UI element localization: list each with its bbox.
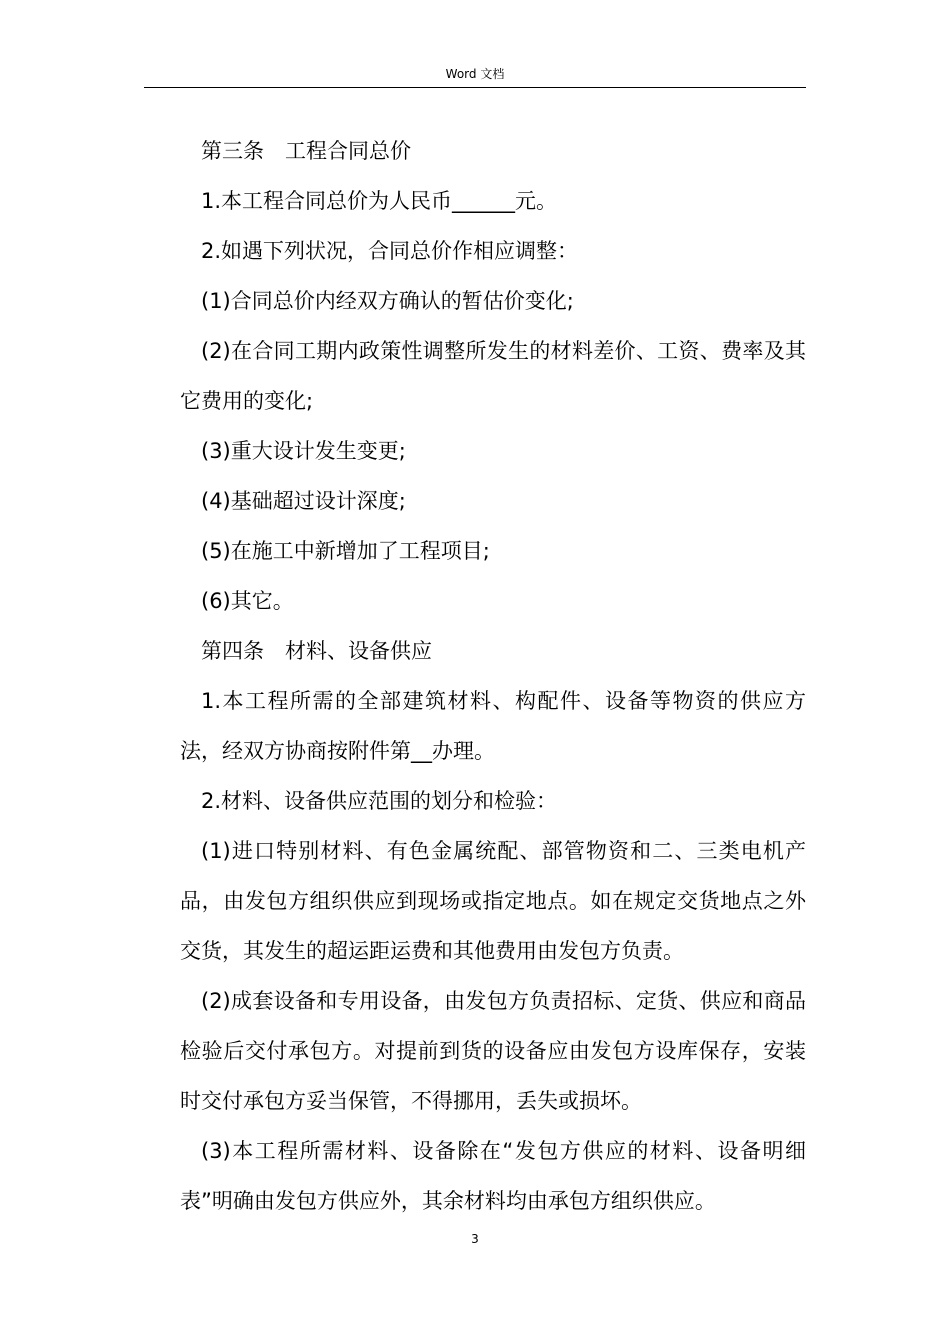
- paragraph: 1.本工程合同总价为人民币______元。: [201, 189, 558, 213]
- article-4-heading: 第四条 材料、设备供应: [201, 639, 432, 663]
- document-body: [180, 126, 806, 1226]
- list-item: (5)在施工中新增加了工程项目;: [201, 539, 490, 563]
- page-number: 3: [471, 1232, 479, 1246]
- list-item: (1)进口特别材料、有色金属统配、部管物资和二、三类电机产品，由发包方组织供应到现场或指定地点。如在规定交货地点之外交货，其发生的超运距运费和其他费用由发包方负责。: [180, 839, 806, 963]
- page-header: Word 文档: [445, 67, 505, 81]
- list-item: (3)重大设计发生变更;: [201, 439, 406, 463]
- paragraph: 2.如遇下列状况，合同总价作相应调整：: [201, 239, 579, 263]
- paragraph: 1.本工程所需的全部建筑材料、构配件、设备等物资的供应方法，经双方协商按附件第__办理。: [180, 689, 806, 763]
- header-divider: [144, 87, 806, 88]
- list-item: (3)本工程所需材料、设备除在“发包方供应的材料、设备明细表”明确由发包方供应外，其余材料均由承包方组织供应。: [180, 1139, 806, 1213]
- list-item: (4)基础超过设计深度;: [201, 489, 406, 513]
- article-3-heading: 第三条 工程合同总价: [201, 139, 411, 163]
- list-item: (6)其它。: [201, 589, 294, 613]
- list-item: (2)在合同工期内政策性调整所发生的材料差价、工资、费率及其它费用的变化;: [180, 339, 806, 413]
- list-item: (2)成套设备和专用设备，由发包方负责招标、定货、供应和商品检验后交付承包方。对提前到货的设备应由发包方设库保存，安装时交付承包方妥当保管，不得挪用，丢失或损坏。: [180, 989, 806, 1113]
- paragraph: 2.材料、设备供应范围的划分和检验：: [201, 789, 558, 813]
- list-item: (1)合同总价内经双方确认的暂估价变化;: [201, 289, 574, 313]
